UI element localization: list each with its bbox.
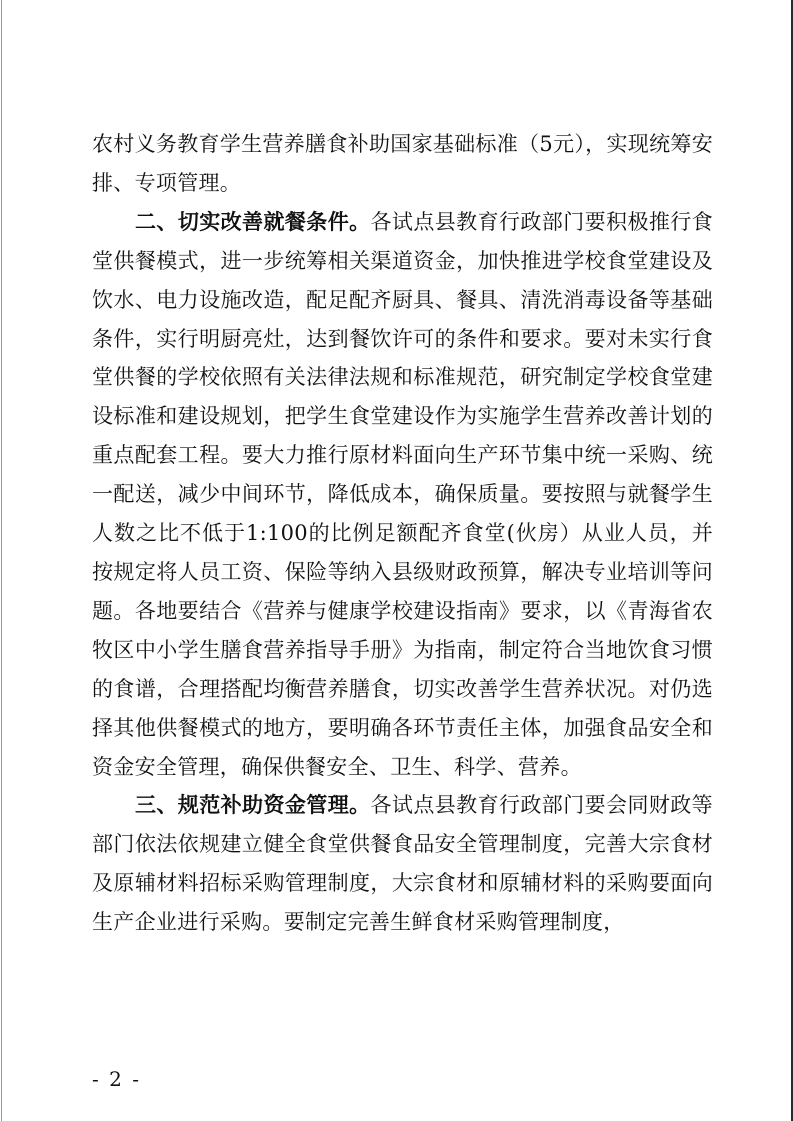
paragraph-text: 农村义务教育学生营养膳食补助国家基础标准（5元），实现统筹安排、专项管理。 — [92, 132, 713, 195]
paragraph-text: 各试点县教育行政部门要会同财政等部门依法依规建立健全食堂供餐食品安全管理制度，完善大宗食材及原辅材料招标采购管理制度，大宗食材和原辅材料的采购要面向生产企业进行采购。要制定完善生鲜食材采购管理制度， — [92, 793, 713, 935]
section-heading-dining-conditions: 二、切实改善就餐条件。 — [135, 209, 371, 234]
document-body — [92, 125, 713, 942]
page-number: - 2 - — [92, 1067, 141, 1091]
paragraph-dining-conditions — [92, 203, 713, 787]
section-heading-subsidy-management: 三、规范补助资金管理。 — [135, 793, 371, 818]
paragraph-continuation — [92, 125, 713, 203]
paragraph-subsidy-management — [92, 786, 713, 942]
paragraph-text: 各试点县教育行政部门要积极推行食堂供餐模式，进一步统筹相关渠道资金，加快推进学校食堂建设及饮水、电力设施改造，配足配齐厨具、餐具、清洗消毒设备等基础条件，实行明厨亮灶，达到餐饮许可的条件和要求。要对未实行食堂供餐的学校依照有关法律法规和标准规范，研究制定学校食堂建设标准和建设规划，把学生食堂建设作为实施学生营养改善计划的重点配套工程。要大力推行原材料面向生产环节集中统一采购、统一配送，减少中间环节，降低成本，确保质量。要按照与就餐学生人数之比不低于1:100的比例足额配齐食堂(伙房）从业人员，并按规定将人员工资、保险等纳入县级财政预算，解决专业培训等问题。各地要结合《营养与健康学校建设指南》要求，以《青海省农牧区中小学生膳食营养指导手册》为指南，制定符合当地饮食习惯的食谱，合理搭配均衡营养膳食，切实改善学生营养状况。对仍选择其他供餐模式的地方，要明确各环节责任主体，加强食品安全和资金安全管理，确保供餐安全、卫生、科学、营养。 — [92, 209, 713, 779]
page-left-edge — [1, 0, 2, 1121]
